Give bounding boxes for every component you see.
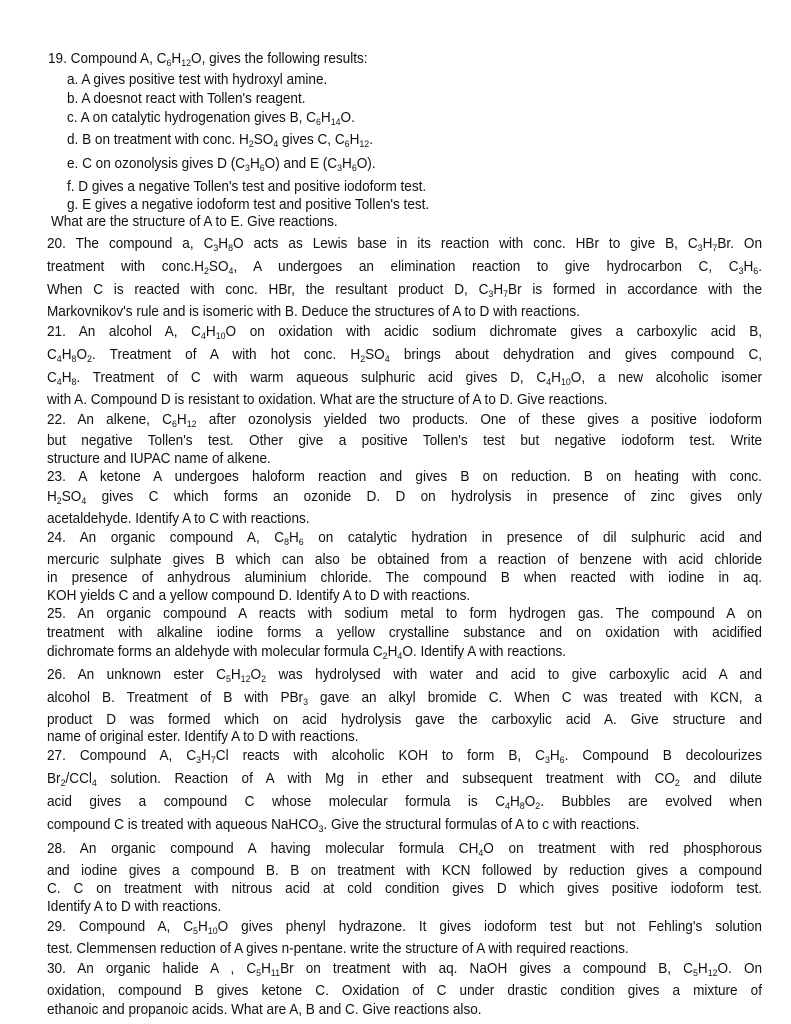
text-run: was hydrolysed with water and acid to give carboxylic acid A and: [266, 667, 763, 683]
text-run: a. A gives positive test with hydroxyl amine.: [67, 72, 328, 88]
question-line: [47, 960, 762, 978]
text-run: 27. Compound A, C: [47, 748, 197, 764]
text-run: H: [697, 961, 708, 977]
subscript: 4: [56, 354, 62, 365]
subscript: 5: [225, 674, 231, 685]
subscript: 4: [200, 331, 206, 342]
text-run: . Compound B decolourizes: [564, 748, 762, 764]
text-run: 30. An organic halide A , C: [47, 961, 257, 977]
subscript: 2: [360, 354, 366, 365]
text-run: structure and IUPAC name of alkene.: [47, 451, 271, 467]
text-run: d. B on treatment with conc. H: [67, 132, 249, 148]
subscript: 12: [359, 139, 370, 150]
subscript: 3: [303, 697, 309, 708]
text-run: Br. On: [717, 236, 763, 252]
question-line: [47, 1001, 482, 1019]
text-run: O, gives the following results:: [191, 51, 368, 67]
text-run: ethanoic and propanoic acids. What are A, B and C. Give reactions also.: [47, 1002, 482, 1018]
question-line: [47, 666, 762, 684]
text-run: gives C, C: [278, 132, 345, 148]
question-line: [47, 235, 762, 253]
subscript: 6: [259, 163, 265, 174]
text-run: in presence of anhydrous aluminium chloride. The compound B when reacted with iodine in aq.: [47, 570, 763, 586]
subscript: 6: [171, 419, 177, 430]
text-run: . Treatment of C with warm aqueous sulphuric acid gives D, C: [76, 370, 547, 386]
text-run: H: [387, 644, 398, 660]
question-line: [67, 196, 429, 214]
text-run: 25. An organic compound A reacts with sodium metal to form hydrogen gas. The compound A on: [47, 606, 763, 622]
subscript: 3: [196, 755, 202, 766]
text-run: H: [61, 347, 72, 363]
text-run: O acts as Lewis base in its reaction with conc. HBr to give B, C: [233, 236, 698, 252]
text-run: e. C on ozonolysis gives D (C: [67, 156, 246, 172]
subscript: 2: [382, 651, 388, 662]
text-run: 28. An organic compound A having molecular formula CH: [47, 841, 479, 857]
text-run: Br is formed in accordance with the: [508, 282, 763, 298]
text-run: brings about dehydration and gives compound C,: [389, 347, 763, 363]
subscript: 10: [207, 926, 218, 937]
subscript: 5: [256, 968, 262, 979]
subscript: 4: [91, 778, 97, 789]
text-run: KOH yields C and a yellow compound D. Identify A to D with reactions.: [47, 588, 471, 604]
subscript: 2: [87, 354, 92, 365]
question-line: [47, 450, 271, 468]
text-run: gives C which forms an ozonide D. D on hydrolysis in presence of zinc gives only: [86, 489, 763, 505]
text-run: O.: [340, 110, 355, 126]
question-line: [47, 391, 607, 409]
subscript: 5: [193, 926, 198, 937]
subscript: 8: [284, 537, 289, 548]
question-line: [47, 840, 762, 858]
text-run: H: [549, 748, 560, 764]
question-line: [47, 940, 629, 958]
text-run: O) and E (C: [264, 156, 338, 172]
text-run: H: [493, 282, 504, 298]
question-line: [47, 880, 762, 898]
question-line: [47, 689, 762, 707]
subscript: 2: [261, 674, 267, 685]
question-line: [47, 918, 762, 936]
text-run: When C is reacted with conc. HBr, the resultant product D, C: [47, 282, 489, 298]
text-run: Markovnikov's rule and is isomeric with B. Deduce the structures of A to D with reactions.: [47, 304, 580, 320]
text-run: H: [551, 370, 561, 386]
subscript: 2: [203, 266, 209, 277]
subscript: 4: [273, 139, 279, 150]
subscript: 4: [228, 266, 234, 277]
subscript: 4: [505, 801, 510, 812]
text-run: C. C on treatment with nitrous acid at cold condition gives D which gives positive iodoform test.: [47, 881, 763, 897]
question-line: [47, 898, 221, 916]
text-run: 26. An unknown ester C: [47, 667, 226, 683]
text-run: product D was formed which on acid hydrolysis gave the carboxylic acid A. Give structure and: [47, 712, 763, 728]
text-run: H: [171, 51, 182, 67]
text-run: 20. The compound a, C: [47, 236, 214, 252]
subscript: 2: [60, 778, 66, 789]
text-run: O on treatment with red phosphorous: [483, 841, 762, 857]
text-run: . Bubbles are evolved when: [540, 794, 763, 810]
subscript: 6: [298, 537, 304, 548]
question-line: [47, 793, 762, 811]
text-run: solution. Reaction of A with Mg in ether and subsequent treatment with CO: [96, 771, 675, 787]
text-run: treatment with conc.H: [47, 259, 204, 275]
text-run: H: [509, 794, 520, 810]
text-run: 23. A ketone A undergoes haloform reaction and gives B on reduction. B on heating with conc.: [47, 469, 762, 485]
subscript: 3: [697, 243, 703, 254]
subscript: 6: [166, 58, 172, 69]
text-run: , A undergoes an elimination reaction to give hydrocarbon C, C: [233, 259, 739, 275]
question-line: [48, 50, 368, 68]
question-line: [47, 862, 762, 880]
text-run: Identify A to D with reactions.: [47, 899, 222, 915]
subscript: 2: [248, 139, 254, 150]
question-line: [47, 711, 762, 729]
question-line: [47, 510, 310, 528]
text-run: O. On: [717, 961, 763, 977]
text-run: but negative Tollen's test. Other give a positive Tollen's test but negative iodoform test. Write: [47, 433, 763, 449]
question-line: [47, 728, 359, 746]
text-run: 19. Compound A, C: [48, 51, 167, 67]
subscript: 3: [738, 266, 744, 277]
subscript: 8: [71, 377, 77, 388]
subscript: 12: [186, 419, 197, 430]
text-run: f. D gives a negative Tollen's test and positive iodoform test.: [67, 179, 427, 195]
question-line: [67, 131, 373, 149]
text-run: H: [230, 667, 241, 683]
question-line: [47, 258, 762, 276]
text-run: after ozonolysis yielded two products. One of these gives a positive iodoform: [196, 412, 762, 428]
subscript: 2: [674, 778, 680, 789]
subscript: 4: [397, 651, 403, 662]
text-run: O: [524, 794, 536, 810]
text-run: dichromate forms an aldehyde with molecular formula C: [47, 644, 383, 660]
question-line: [47, 551, 762, 569]
text-run: 24. An organic compound A, C: [47, 530, 285, 546]
text-run: C: [47, 370, 57, 386]
text-run: H: [197, 919, 208, 935]
subscript: 8: [519, 801, 525, 812]
text-run: H: [176, 412, 187, 428]
text-run: H: [702, 236, 713, 252]
question-line: [67, 71, 327, 89]
text-run: c. A on catalytic hydrogenation gives B, C: [67, 110, 316, 126]
text-run: Cl reacts with alcoholic KOH to form B, C: [215, 748, 545, 764]
text-run: H: [249, 156, 260, 172]
subscript: 3: [544, 755, 550, 766]
text-run: .: [758, 259, 762, 275]
question-line: [47, 624, 762, 642]
text-run: acetaldehyde. Identify A to C with reactions.: [47, 511, 310, 527]
subscript: 4: [478, 848, 484, 859]
text-run: H: [218, 236, 229, 252]
text-run: H: [205, 324, 216, 340]
subscript: 3: [245, 163, 250, 174]
text-run: SO: [61, 489, 82, 505]
question-line: [47, 605, 762, 623]
text-run: /CCl: [65, 771, 92, 787]
subscript: 8: [228, 243, 234, 254]
subscript: 12: [181, 58, 192, 69]
question-line: [67, 178, 426, 196]
text-run: O: [250, 667, 262, 683]
text-run: H: [261, 961, 271, 977]
text-run: O, a new alcoholic isomer: [570, 370, 763, 386]
question-line: [47, 411, 762, 429]
text-run: acid gives a compound C whose molecular formula is C: [47, 794, 506, 810]
subscript: 3: [488, 289, 494, 300]
text-run: oxidation, compound B gives ketone C. Oxidation of C under drastic condition gives a mixture of: [47, 983, 762, 999]
text-run: treatment with alkaline iodine forms a yellow crystalline substance and on oxidation with acidified: [47, 625, 762, 641]
text-run: H: [342, 156, 352, 172]
text-run: b. A doesnot react with Tollen's reagent.: [67, 91, 306, 107]
question-line: [67, 109, 355, 127]
question-line: [47, 369, 762, 387]
text-run: O).: [356, 156, 376, 172]
question-line: [47, 770, 762, 788]
text-run: O: [76, 347, 88, 363]
text-run: mercuric sulphate gives B which can also be obtained from a reaction of benzene with acid chloride: [47, 552, 763, 568]
question-line: [67, 90, 306, 108]
question-line: [47, 643, 566, 661]
text-run: What are the structure of A to E. Give reactions.: [51, 214, 338, 230]
text-run: H: [47, 489, 57, 505]
subscript: 5: [692, 968, 698, 979]
subscript: 10: [560, 377, 571, 388]
text-run: . Give the structural formulas of A to c with reactions.: [323, 817, 640, 833]
subscript: 4: [546, 377, 552, 388]
subscript: 8: [71, 354, 77, 365]
subscript: 7: [210, 755, 216, 766]
question-line: [47, 323, 762, 341]
question-line: [67, 155, 376, 173]
text-run: H: [201, 748, 211, 764]
text-run: compound C is treated with aqueous NaHCO: [47, 817, 319, 833]
question-line: [47, 982, 762, 1000]
subscript: 6: [344, 139, 350, 150]
text-run: and iodine gives a compound B. B on treatment with KCN followed by reduction gives a compound: [47, 863, 762, 879]
subscript: 2: [56, 496, 62, 507]
text-run: H: [288, 530, 299, 546]
text-run: g. E gives a negative iodoform test and positive Tollen's test.: [67, 197, 430, 213]
subscript: 3: [213, 243, 219, 254]
text-run: SO: [365, 347, 385, 363]
text-run: O gives phenyl hydrazone. It gives iodoform test but not Fehling's solution: [217, 919, 762, 935]
subscript: 3: [318, 824, 324, 835]
text-run: 21. An alcohol A, C: [47, 324, 201, 340]
subscript: 4: [81, 496, 87, 507]
question-line: [47, 488, 762, 506]
text-run: O. Identify A with reactions.: [402, 644, 567, 660]
question-line: [51, 213, 338, 231]
subscript: 3: [337, 163, 343, 174]
text-run: H: [320, 110, 331, 126]
text-run: on catalytic hydration in presence of dil sulphuric acid and: [303, 530, 762, 546]
text-run: C: [47, 347, 57, 363]
question-line: [47, 281, 762, 299]
text-run: SO: [253, 132, 274, 148]
subscript: 7: [712, 243, 718, 254]
text-run: 22. An alkene, C: [47, 412, 172, 428]
question-line: [47, 529, 762, 547]
text-run: . Treatment of A with hot conc. H: [91, 347, 361, 363]
text-run: alcohol B. Treatment of B with PBr: [47, 690, 304, 706]
subscript: 10: [215, 331, 226, 342]
text-run: and dilute: [679, 771, 763, 787]
text-run: SO: [208, 259, 229, 275]
subscript: 6: [315, 117, 321, 128]
question-line: [47, 432, 762, 450]
text-run: Br on treatment with aq. NaOH gives a compound B, C: [280, 961, 693, 977]
text-run: .: [369, 132, 373, 148]
text-run: H: [349, 132, 360, 148]
subscript: 11: [270, 968, 281, 979]
text-run: Br: [47, 771, 61, 787]
question-line: [47, 816, 640, 834]
subscript: 6: [753, 266, 759, 277]
subscript: 2: [535, 801, 541, 812]
subscript: 14: [330, 117, 341, 128]
text-run: H: [61, 370, 72, 386]
subscript: 12: [240, 674, 251, 685]
subscript: 4: [56, 377, 62, 388]
text-run: 29. Compound A, C: [47, 919, 194, 935]
question-line: [47, 569, 762, 587]
text-run: O on oxidation with acidic sodium dichromate gives a carboxylic acid B,: [225, 324, 763, 340]
text-run: gave an alkyl bromide C. When C was treated with KCN, a: [308, 690, 763, 706]
question-line: [47, 303, 580, 321]
question-line: [47, 747, 762, 765]
question-line: [47, 346, 762, 364]
subscript: 4: [384, 354, 390, 365]
subscript: 6: [559, 755, 565, 766]
subscript: 12: [707, 968, 718, 979]
subscript: 7: [503, 289, 509, 300]
text-run: with A. Compound D is resistant to oxidation. What are the structure of A to D. Give reactions.: [47, 392, 608, 408]
text-run: H: [743, 259, 754, 275]
question-line: [47, 587, 470, 605]
text-run: test. Clemmensen reduction of A gives n-pentane. write the structure of A with required reactions.: [47, 941, 629, 957]
text-run: name of original ester. Identify A to D with reactions.: [47, 729, 359, 745]
subscript: 6: [351, 163, 357, 174]
question-line: [47, 468, 762, 486]
